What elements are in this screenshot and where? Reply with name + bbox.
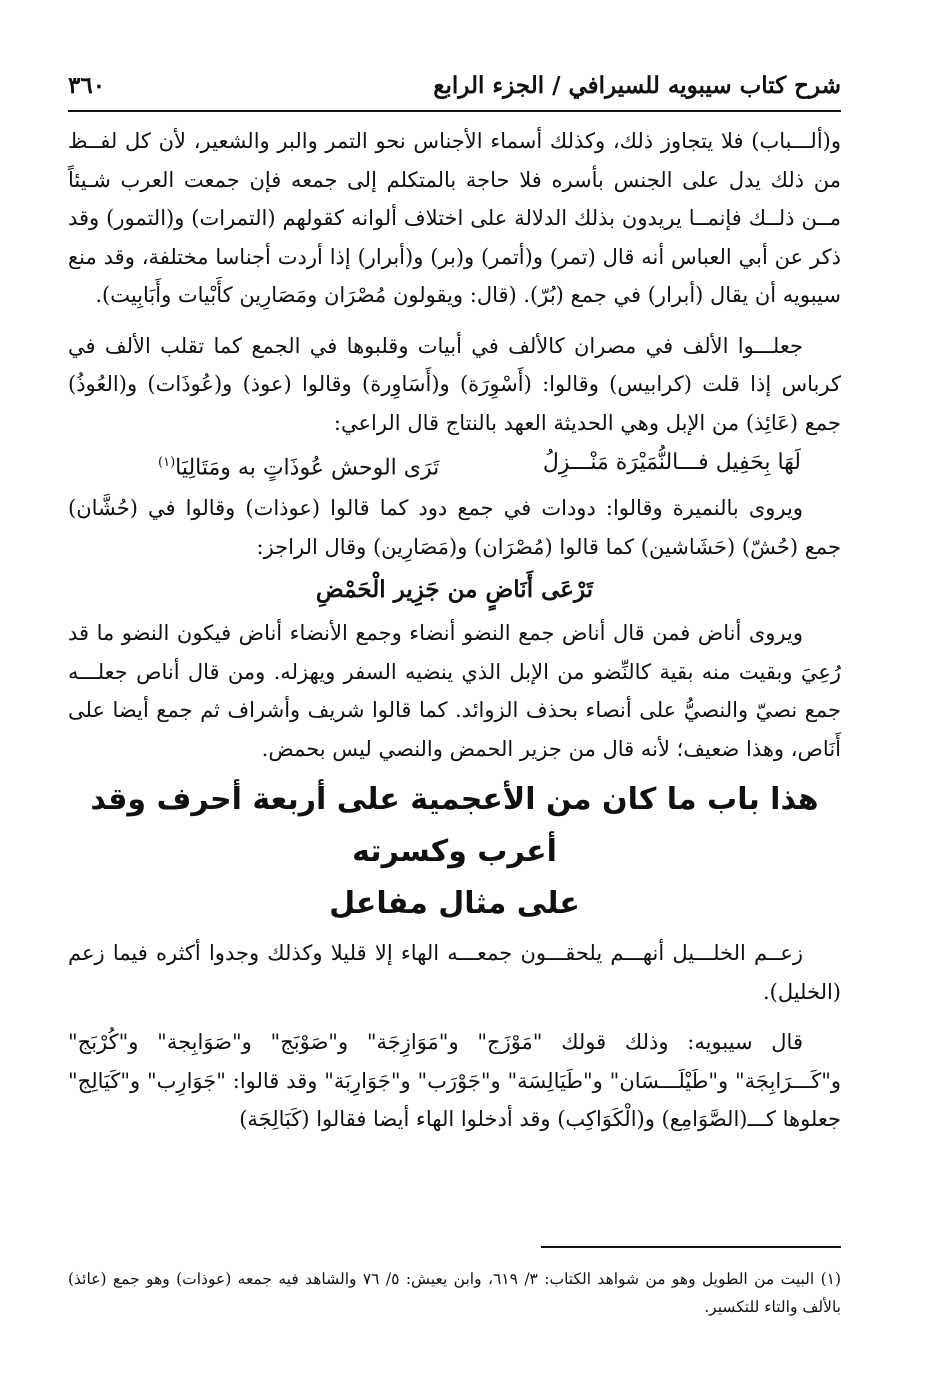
paragraph-3: ويروى بالنميرة وقالوا: دودات في جمع دود كما قالوا (عوذات) وقالوا في (حُشَّان) جمع (حُشّ) (حَشَاشين) كما قالوا (مُصْرَان) و(مَصَارِين) وقال الراجز: [68, 496, 841, 559]
footnote-marker: (١) [158, 455, 176, 470]
footnote-separator [541, 1246, 841, 1248]
rajaz-verse: تَرْعَى أَنَاضٍ من جَزِير الْحَمْضِ [315, 576, 594, 604]
poetry-verse [68, 442, 841, 489]
paragraph-6: قال سيبويه: وذلك قولك "مَوْزَج" و"مَوَازِجَة" و"صَوْبَج" و"صَوَابِجة" و"كُرْبَج" و"كَـــرَابِجَة" و"طَيْلَـــسَان" و"طَيَالِسَة" و"جَوْرَب" و"جَوَارِبَة" وقد قالوا: "جَوَارِب" و"كَيَالِج" جعلوها كـــ(الصَّوَامِع) و(الْكَوَاكِب) وقد أدخلوا الهاء أيضا فقالوا (كَبَالِجَة) [68, 1030, 841, 1132]
footnote: (١) البيت من الطويل وهو من شواهد الكتاب: ٣/ ٦١٩، وابن يعيش: ٥/ ٧٦ والشاهد فيه جمعه (عوذات) وهو جمع (عائذ) بالألف والتاء للتكسير. [68, 1270, 842, 1316]
paragraph-1: و(ألـــباب) فلا يتجاوز ذلك، وكذلك أسماء الأجناس نحو التمر والبر والشعير، لأن كل لفــظ من ذلك يدل على الجنس بأسره فلا حاجة بالمتكلم إلى جمعه فإن جمعت العرب شـيئاً مــن ذلــك فإنمــا يريدون بذلك الدلالة على اختلاف ألوانه كقولهم (التمرات) و(التمور) وقد ذكر عن أبي العباس أنه قال (تمر) و(أتمر) و(بر) و(أبرار) إذا أردت أجناسا مختلفة، وقد منع سيبويه أن يقال (أبرار) في جمع (بُرّ). (قال: ويقولون مُصْرَان ومَصَارِين كأَبْيات وأَبَابِيت). [68, 129, 841, 307]
verse-hemistich-right: لَهَا بِحَفِيل فـــالنُّمَيْرَة مَنْـــزِلُ [542, 450, 801, 475]
paragraph-2: جعلـــوا الألف في مصران كالألف في أبيات وقلبوها في الجمع كما تقلب الألف في كرباس إذا قلت (كرابيس) وقالوا: (أَسْوِرَة) و(أَسَاوِرة) وقالوا (عوذ) و(عُوذَات) و(العُوذُ) جمع (عَائِذ) من الإبل وهي الحديثة العهد بالنتاج قال الراعي: [68, 333, 841, 435]
running-header [68, 60, 841, 112]
chapter-title-line-2: على مثال مفاعل [329, 886, 580, 922]
paragraph-4: ويروى أناض فمن قال أناض جمع النضو أنضاء وجمع الأنضاء أناض فيكون النضو ما قد رُعِيَ وبقيت منه بقية كالنِّضو من الإبل الذي ينضيه السفر ويهزله. ومن قال أناص جعلـــه جمع نصيّ والنصيُّ على أنصاء بحذف الزوائد. كما قالوا شريف وأشراف ثم جمع أيضا على أَنَاص، وهذا ضعيف؛ لأنه قال من جزير الحمض والنصي ليس بحمض. [68, 621, 841, 761]
main-text [68, 122, 841, 1139]
verse-hemistich-left: تَرَى الوحش عُوذَاتٍ به ومَتَالِيَا$^{(١)}$ [158, 455, 440, 481]
chapter-title-line-1: هذا باب ما كان من الأعجمية على أربعة أحرف وقد أعرب وكسرته [90, 782, 819, 870]
paragraph-5: زعــم الخلـــيل أنهـــم يلحقـــون جمعـــه الهاء إلا قليلا وكذلك وجدوا أكثره فيما زعم (الخليل). [68, 941, 841, 1004]
running-title: شرح كتاب سيبويه للسيرافي / الجزء الرابع [433, 71, 841, 99]
chapter-title [68, 774, 841, 930]
page-number: ٣٦٠ [68, 71, 106, 99]
